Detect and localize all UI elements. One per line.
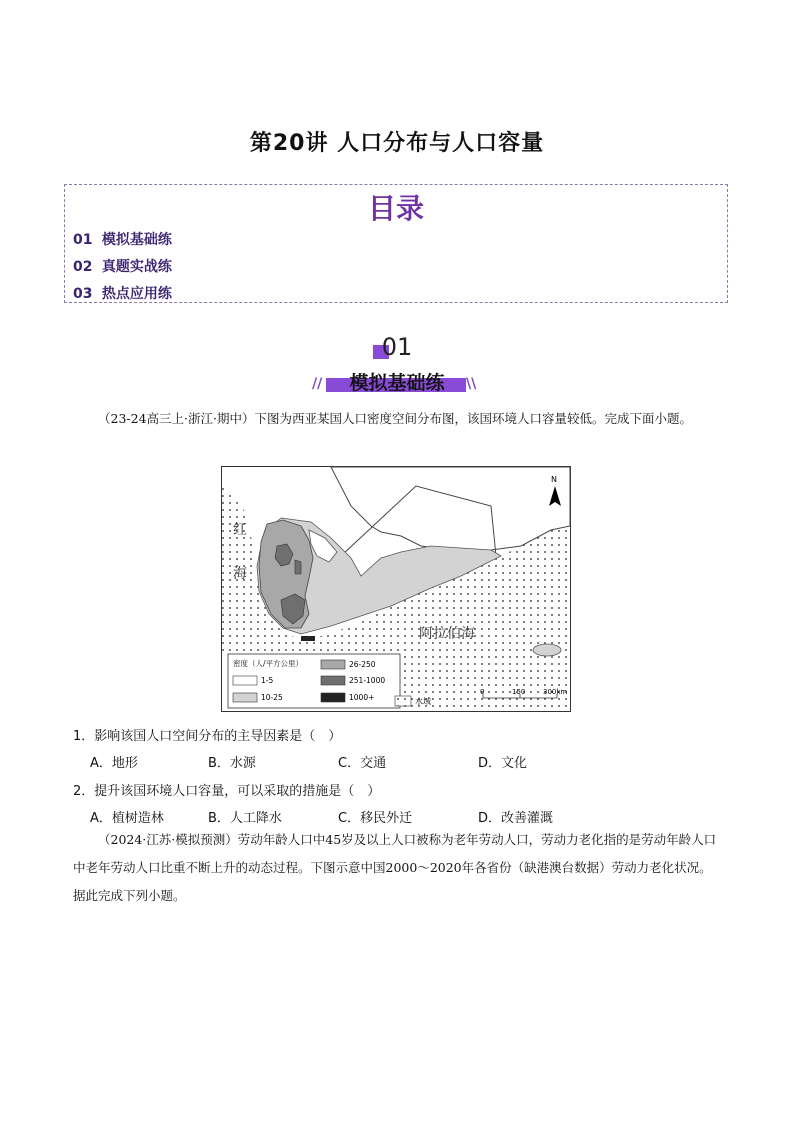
option[interactable]: B．水源 [208, 756, 256, 771]
label-arabian-sea: 阿拉伯海 [419, 626, 475, 642]
question-2-options [90, 807, 553, 826]
slash-decor-left: // [312, 376, 323, 392]
option[interactable]: B．人工降水 [208, 811, 282, 826]
question-1-options [90, 752, 527, 771]
table-of-contents [64, 184, 728, 303]
toc-item[interactable] [73, 283, 172, 303]
section-number: 01 [381, 333, 413, 361]
legend-251-1000: 251-1000 [349, 676, 386, 685]
scale-150: 150 [512, 688, 526, 696]
option[interactable]: C．交通 [338, 756, 387, 771]
toc-item-label: 模拟基础练 [101, 232, 172, 248]
legend-10-25: 10-25 [261, 693, 283, 702]
page-title: 第20讲 人口分布与人口容量 [249, 131, 545, 156]
legend-title: 密度（人/平方公里） [233, 659, 304, 668]
toc-item-number: 02 [73, 259, 93, 275]
legend-26-250: 26-250 [349, 660, 376, 669]
option[interactable]: D．改善灌溉 [478, 811, 554, 826]
legend-1-5: 1-5 [261, 676, 274, 685]
toc-item-label: 热点应用练 [101, 286, 172, 302]
toc-item[interactable] [73, 256, 172, 276]
option[interactable]: A．植树造林 [90, 811, 164, 826]
slash-decor-right: \\ [466, 376, 477, 392]
toc-item[interactable] [73, 229, 172, 249]
north-label: N [551, 475, 557, 484]
toc-item-label: 真题实战练 [101, 259, 172, 275]
toc-heading: 目录 [367, 192, 424, 225]
question-1: 1．影响该国人口空间分布的主导因素是（ ） [73, 729, 342, 744]
toc-item-number: 01 [73, 232, 93, 248]
question-2: 2．提升该国环境人口容量，可以采取的措施是（ ） [73, 784, 381, 799]
toc-item-number: 03 [73, 286, 93, 302]
option[interactable]: A．地形 [90, 756, 138, 771]
option[interactable]: D．文化 [478, 756, 528, 771]
scale-300: 300km [543, 688, 568, 696]
label-red-sea-2: 海 [233, 566, 247, 582]
density-251-1000 [295, 560, 301, 574]
island [533, 644, 561, 656]
legend-1000plus: 1000+ [349, 693, 375, 702]
density-1000plus [301, 636, 315, 641]
legend-water: 水域 [415, 697, 431, 706]
option[interactable]: C．移民外迁 [338, 811, 413, 826]
population-density-map [221, 466, 571, 712]
label-red-sea-1: 红 [233, 522, 247, 538]
intro-paragraph-2: （2024·江苏·模拟预测）劳动年龄人口中45岁及以上人口被称为老年劳动人口，劳动力老化指的是劳动年龄人口中老年劳动人口比重不断上升的动态过程。下图示意中国2000～2020年各省份（缺港澳台数据）劳动力老化状况。据此完成下列小题。 [73, 832, 717, 903]
intro-paragraph-1: （23-24高三上·浙江·期中）下图为西亚某国人口密度空间分布图，该国环境人口容量较低。完成下面小题。 [98, 411, 692, 426]
scale-0: 0 [480, 688, 485, 696]
section-heading: 模拟基础练 [349, 372, 445, 394]
